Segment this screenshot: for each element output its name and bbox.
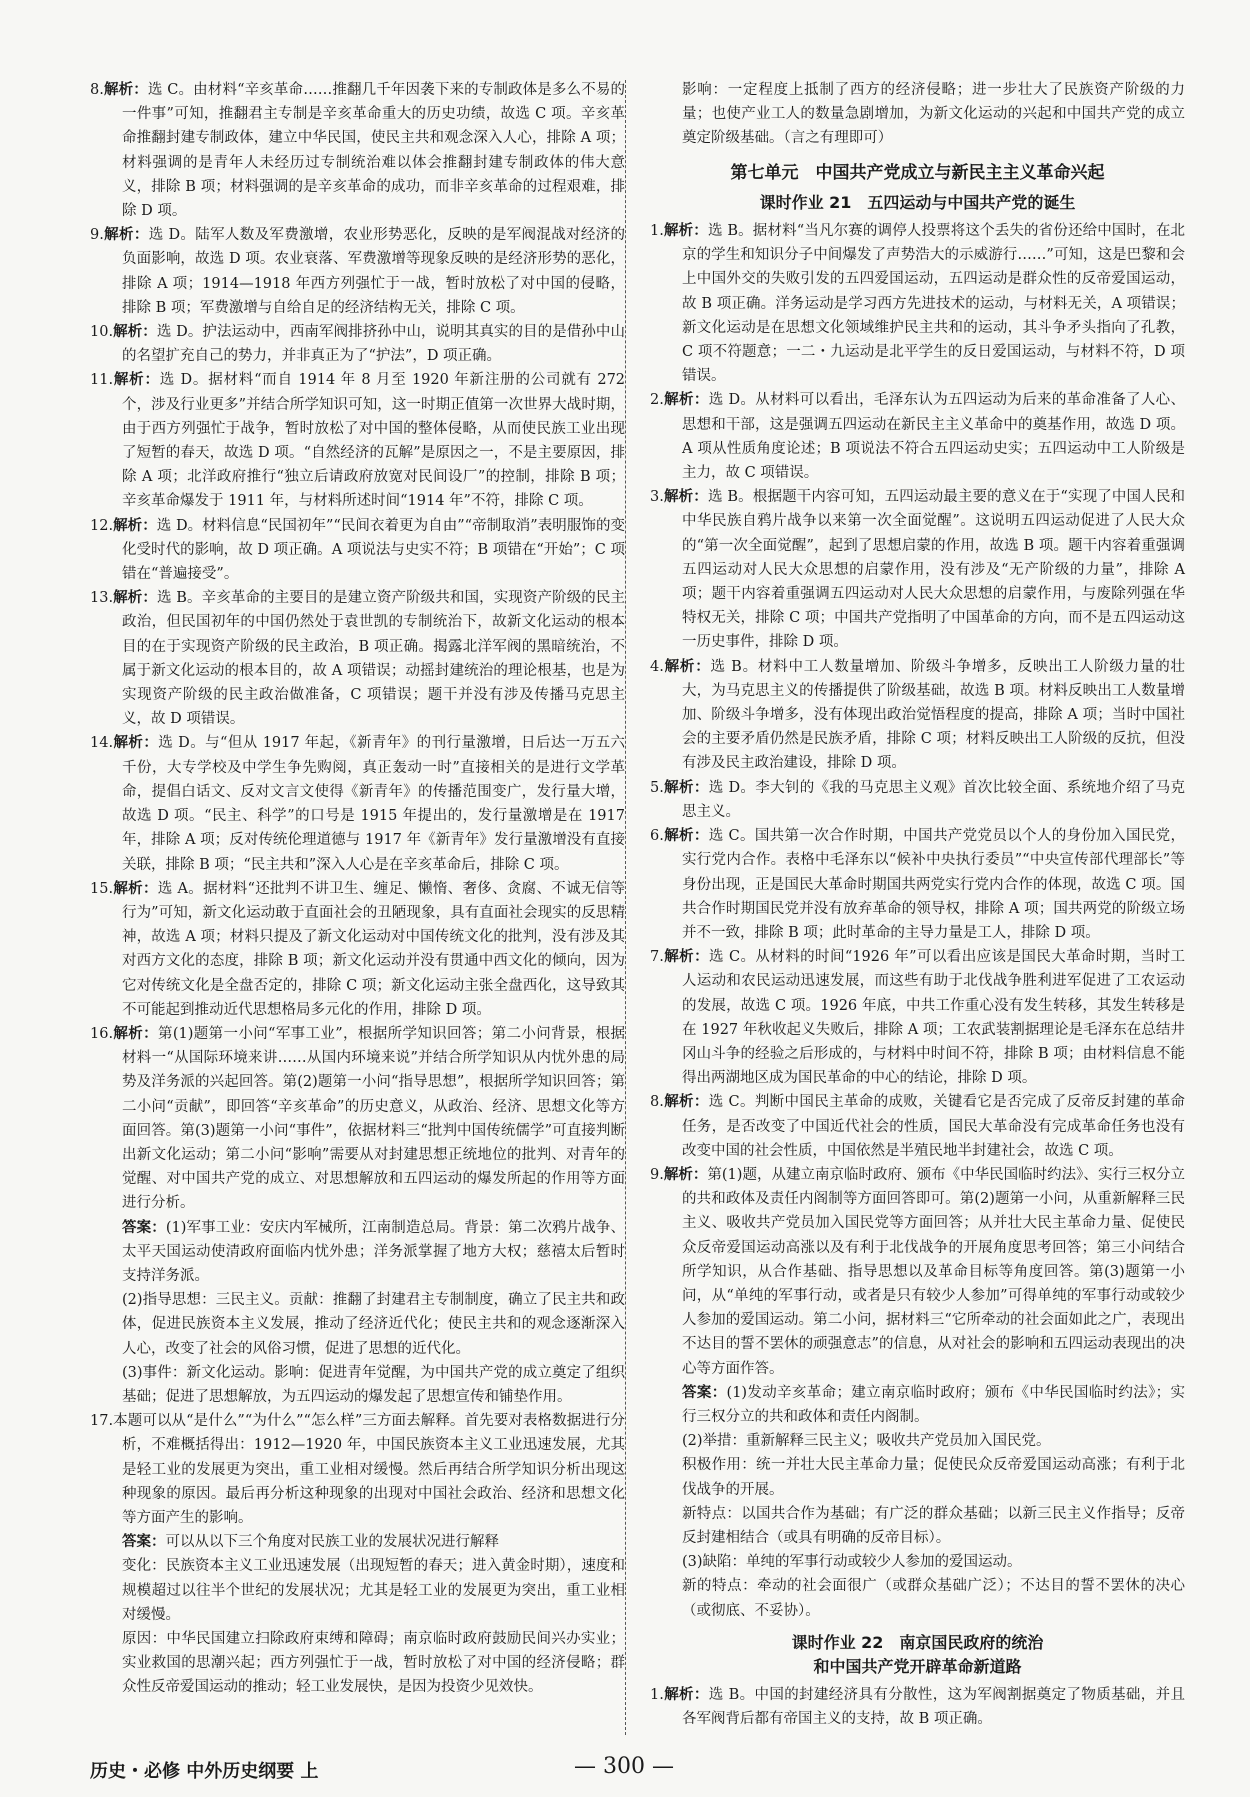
page-number: — 300 — [574,1754,674,1779]
entry-text: 变化：民族资本主义工业迅速发展（出现短暂的春天；进入黄金时期），速度和规模超过以往半个世纪的发展状况；尤其是轻工业的发展更为突出，重工业相对缓慢。 [122,1558,625,1623]
entry-label: 解析 [663,827,694,845]
answer-entry: 15.解析：选 A。据材料“还批判不讲卫生、缠足、懒惰、奢侈、贪腐、不诚无信等行为”可知，新文化运动敢于直面社会的丑陋现象，具有直面社会现实的反思精神，故选 A 项；材料只提及了新文化运动对中国传统文化的批判，没有涉及其对西方文化的态度，排除 B 项；新文化运动并没有贯通中西文化的倾向，因为它对传统文化是全盘否定的，排除 C 项；新文化运动主张全盘西化，这导致其不可能起到推动近代思想格局多元化的作用，排除 D 项。 [90,879,626,1018]
question-number: 8. [650,1094,664,1111]
answer-entry: 1.解析：选 B。据材料“当凡尔赛的调停人投票将这个丢失的省份还给中国时，在北京的学生和知识分子中间爆发了声势浩大的示威游行……”可知，这是巴黎和会上中国外交的失败引发的五四爱国运动，五四运动是群众性的反帝爱国运动，故 B 项正确。洋务运动是学习西方先进技术的运动，与材料无关，A 项错误；新文化运动是在思想文化领域维护民主共和的运动，其斗争矛头指向了孔教，C 项不符题意；一二・九运动是北平学生的反日爱国运动，与材料不符，D 项错误。 [650,222,1186,385]
lesson-22-title-line1: 课时作业 22 南京国民政府的统治 [791,1632,1044,1652]
answer-entry: 答案：可以从以下三个角度对民族工业的发展状况进行解释 [122,1533,499,1551]
question-number: 11. [90,372,114,389]
entry-label: 解析 [663,488,694,506]
answer-entry [650,1550,1185,1574]
answer-entry: 5.解析：选 D。李大钊的《我的马克思主义观》首次比较全面、系统地介绍了马克思主义。 [650,778,1186,820]
question-number: 1. [650,223,664,240]
entry-label: 解析 [113,879,143,897]
entry-text: 选 D。据材料“而自 1914 年 8 月至 1920 年新注册的公司就有 272 个，涉及行业更多”并结合所学知识可知，这一时期正值第一次世界大战时期，由于西方列强忙于战争，暂时放松了对中国的整体侵略，从而使民族工业出现了短暂的春天，故选 D 项。“自然经济的瓦解”是原因之一，不是主要原因，排除 A 项；北洋政府推行“独立后请政府放宽对民间设厂”的控制，排除 B 项；辛亥革命爆发于 1911 年，与材料所述时间“1914 年”不符，排除 C 项。 [122,372,626,510]
question-number: 4. [650,658,664,675]
entry-text: 可以从以下三个角度对民族工业的发展状况进行解释 [165,1534,499,1551]
entry-label: 解析 [663,1686,694,1704]
entry-text: 选 B。根据题干内容可知，五四运动最主要的意义在于“实现了中国人民和中华民族自鸦片战争以来第一次全面觉醒”。这说明五四运动促进了人民大众的“第一次全面觉醒”，起到了思想启蒙的作用，故选 B 项。题干内容着重强调五四运动对人民大众思想的启蒙作用，没有涉及“无产阶级的力量”，排除 A 项；题干内容着重强调五四运动对人民大众思想的启蒙作用，与废除列强在华特权无关，排除 C 项；中国共产党指明了中国革命的方向，而不是五四运动这一历史事件，排除 D 项。 [682,489,1186,651]
entry-label: 解析 [663,778,694,796]
right-column [650,78,1185,1732]
answer-entry: 14.解析：选 D。与“但从 1917 年起，《新青年》的刊行量激增，日后达一万五六千份，大专学校及中学生争先购阅，真正轰动一时”直接相关的是进行文学革命，提倡白话文、反对文言文使得《新青年》的传播范围变广，发行量大增，故选 D 项。“民主、科学”的口号是 1915 年提出的，发行量激增是在 1917 年，排除 A 项；反对传统伦理道德与 1917 年《新青年》发行量激增没有直接关联，排除 B 项；“民主共和”深入人心是在辛亥革命后，排除 C 项。 [90,734,626,873]
answer-entry: 答案：(1)发动辛亥革命；建立南京临时政府；颁布《中华民国临时约法》；实行三权分立的共和政体和责任内阁制。 [682,1383,1186,1425]
answer-entry [650,1502,1185,1550]
entry-text: 选 D。从材料可以看出，毛泽东认为五四运动为后来的革命准备了人心、思想和干部，这是强调五四运动在新民主主义革命中的奠基作用，故选 D 项。A 项从性质角度论述；B 项说法不符合五四运动史实；五四运动中工人阶级是主力，故 C 项错误。 [682,392,1186,482]
entry-text: (2)举措：重新解释三民主义；吸收共产党员加入国民党。 [682,1433,1051,1450]
column-divider [625,80,626,1735]
entry-text: 选 B。材料中工人数量增加、阶级斗争增多，反映出工人阶级力量的壮大，为马克思主义的传播提供了阶级基础，故选 B 项。材料反映出工人数量增加、阶级斗争增多，没有体现出政治觉悟程度的提高，排除 A 项；当时中国社会的主要矛盾仍然是民族矛盾，排除 C 项；材料反映出工人阶级的反抗，但没有涉及民主政治建设，排除 D 项。 [682,658,1186,772]
lesson-22-title [650,1631,1185,1679]
entry-text: 选 B。据材料“当凡尔赛的调停人投票将这个丢失的省份还给中国时，在北京的学生和知识分子中间爆发了声势浩大的示威游行……”可知，这是巴黎和会上中国外交的失败引发的五四爱国运动，五四运动是群众性的反帝爱国运动，故 B 项正确。洋务运动是学习西方先进技术的运动，与材料无关，A 项错误；新文化运动是在思想文化领域维护民主共和的运动，其斗争矛头指向了孔教，C 项不符题意；一二・九运动是北平学生的反日爱国运动，与材料不符，D 项错误。 [682,223,1186,385]
answer-entry [90,1627,625,1700]
question-number: 1. [650,1687,664,1704]
entry-label: 解析 [663,948,695,966]
answer-entry: 9.解析：第(1)题，从建立南京临时政府、颁布《中华民国临时约法》、实行三权分立的共和政体及责任内阁制等方面回答即可。第(2)题第一小问，从重新解释三民主义、吸收共产党员加入国民党等方面回答；从并壮大民主革命力量、促使民众反帝爱国运动高涨以及有利于北伐战争的开展角度思考回答；第三小问结合所学知识，从合作基础、指导思想以及革命目标等角度回答。第(3)题第一小问，从“单纯的军事行动，或者是只有较少人参加”可得单纯的军事行动或较少人参加的爱国运动。第二小问，据材料三“它所牵动的社会面如此之广，表现出不达目的誓不罢休的顽强意志”的信息，从对社会的影响和五四运动表现出的决心等方面作答。 [650,1165,1185,1377]
answer-entry: 11.解析：选 D。据材料“而自 1914 年 8 月至 1920 年新注册的公司就有 272 个，涉及行业更多”并结合所学知识可知，这一时期正值第一次世界大战时期，由于西方列强忙于战争，暂时放松了对中国的整体侵略，从而使民族工业出现了短暂的春天，故选 D 项。“自然经济的瓦解”是原因之一，不是主要原因，排除 A 项；北洋政府推行“独立后请政府放宽对民间设厂”的控制，排除 B 项；辛亥革命爆发于 1911 年，与材料所述时间“1914 年”不符，排除 C 项。 [90,371,626,510]
answer-entry: 1.解析：选 B。中国的封建经济具有分散性，这为军阀割据奠定了物质基础，并且各军阀背后都有帝国主义的支持，故 B 项正确。 [650,1686,1186,1728]
entry-label: 解析 [113,371,145,389]
answer-entry: 16.解析：第(1)题第一小问“军事工业”，根据所学知识回答；第二小问背景，根据材料一“从国际环境来讲……从国内环境来说”并结合所学知识从内忧外患的局势及洋务派的兴起回答。第(2)题第一小问“指导思想”，根据所学知识回答；第二小问“贡献”，即回答“辛亥革命”的历史意义，从政治、经济、思想文化等方面回答。第(3)题第一小问“事件”，依据材料三“批判中国传统儒学”可直接判断出新文化运动；第二小问“影响”需要从对封建思想正统地位的批判、对青年的觉醒、对中国共产党的成立、对思想解放和五四运动的爆发所起的作用等方面进行分析。 [90,1024,625,1212]
question-number: 16. [90,1025,114,1042]
question-number: 9. [650,1166,664,1183]
question-number: 6. [650,828,664,845]
left-column [90,78,625,1700]
answer-entry: 9.解析：选 D。陆军人数及军费激增，农业形势恶化，反映的是军阀混战对经济的负面影响，故选 D 项。农业衰落、军费激增等现象反映的是经济形势的恶化，排除 A 项；1914—1918 年西方列强忙于一战，暂时放松了对中国的侵略，排除 B 项；军费激增与自给自足的经济结构无关，排除 C 项。 [90,226,626,316]
entry-label: 解析 [663,222,694,240]
question-number: 17. [90,1413,114,1430]
entry-text: 原因：中华民国建立扫除政府束缚和障碍；南京临时政府鼓励民间兴办实业；实业救国的思潮兴起；西方列强忙于一战，暂时放松了对中国的经济侵略；群众性反帝爱国运动的推动；轻工业发展快，是因为投资少见效快。 [122,1631,625,1696]
question-number: 12. [90,517,114,534]
entry-text: (1)发动辛亥革命；建立南京临时政府；颁布《中华民国临时约法》；实行三权分立的共和政体和责任内阁制。 [682,1384,1186,1425]
entry-text: 选 D。李大钊的《我的马克思主义观》首次比较全面、系统地介绍了马克思主义。 [682,779,1186,820]
footer-subject: 历史・必修 中外历史纲要 上 [90,1761,319,1782]
entry-text: 新的特点：牵动的社会面很广（或群众基础广泛）；不达目的誓不罢休的决心（或彻底、不妥协）。 [682,1578,1185,1619]
entry-label: 解析 [113,516,143,534]
lesson-21-title: 课时作业 21 五四运动与中国共产党的诞生 [759,192,1076,212]
entry-text: 选 D。与“但从 1917 年起，《新青年》的刊行量激增，日后达一万五六千份，大专学校及中学生争先购阅，真正轰动一时”直接相关的是进行文学革命，提倡白话文、反对文言文使得《新青年》的传播范围变广，发行量大增，故选 D 项。“民主、科学”的口号是 1915 年提出的，发行量激增是在 1917 年，排除 A 项；反对传统伦理道德与 1917 年《新青年》发行量激增没有直接关联，排除 B 项；“民主共和”深入人心是在辛亥革命后，排除 C 项。 [122,735,626,873]
answer-entry: 3.解析：选 B。根据题干内容可知，五四运动最主要的意义在于“实现了中国人民和中华民族自鸦片战争以来第一次全面觉醒”。这说明五四运动促进了人民大众的“第一次全面觉醒”，起到了思想启蒙的作用，故选 B 项。题干内容着重强调五四运动对人民大众思想的启蒙作用，没有涉及“无产阶级的力量”，排除 A 项；题干内容着重强调五四运动对人民大众思想的启蒙作用，与废除列强在华特权无关，排除 C 项；中国共产党指明了中国革命的方向，而不是五四运动这一历史事件，排除 D 项。 [650,488,1186,651]
entry-text: (1)军事工业：安庆内军械所，江南制造总局。背景：第二次鸦片战争、太平天国运动使清政府面临内忧外患；洋务派掌握了地方大权；慈禧太后暂时支持洋务派。 [122,1219,626,1284]
entry-text: 选 D。陆军人数及军费激增，农业形势恶化，反映的是军阀混战对经济的负面影响，故选 D 项。农业衰落、军费激增等现象反映的是经济形势的恶化，排除 A 项；1914—1918 年西方列强忙于一战，暂时放松了对中国的侵略，排除 B 项；军费激增与自给自足的经济结构无关，排除 C 项。 [122,227,626,316]
entry-label: 解析 [113,734,144,752]
answer-entry [650,1574,1185,1622]
entry-label: 答案 [122,1533,151,1551]
answer-entry [90,1361,625,1409]
lesson-22-title-line2: 和中国共产党开辟革命新道路 [813,1657,1022,1676]
answer-entry: 2.解析：选 D。从材料可以看出，毛泽东认为五四运动为后来的革命准备了人心、思想和干部，这是强调五四运动在新民主主义革命中的奠基作用，故选 D 项。A 项从性质角度论述；B 项说法不符合五四运动史实；五四运动中工人阶级是主力，故 C 项错误。 [650,391,1186,482]
answer-entry: 13.解析：选 B。辛亥革命的主要目的是建立资产阶级共和国，实现资产阶级的民主政治，但民国初年的中国仍然处于袁世凯的专制统治下，故新文化运动的根本目的在于实现资产阶级的民主政治，B 项正确。揭露北洋军阀的黑暗统治，不属于新文化运动的根本目的，故 A 项错误；动摇封建统治的理论根基，也是为实现资产阶级的民主政治做准备，C 项错误；题干并没有涉及传播马克思主义，故 D 项错误。 [90,589,626,728]
entry-label: 答案 [122,1218,152,1236]
entry-text: (3)事件：新文化运动。影响：促进青年觉醒，为中国共产党的成立奠定了组织基础；促进了思想解放，为五四运动的爆发起了思想宣传和铺垫作用。 [122,1364,625,1405]
question-number: 13. [90,590,114,607]
answer-entry [90,1554,625,1627]
entry-text: 选 B。中国的封建经济具有分散性，这为军阀割据奠定了物质基础，并且各军阀背后都有帝国主义的支持，故 B 项正确。 [682,1687,1186,1728]
answer-entry [650,78,1185,151]
answer-entry [90,1288,625,1361]
entry-text: 第(1)题，从建立南京临时政府、颁布《中华民国临时约法》、实行三权分立的共和政体及责任内阁制等方面回答即可。第(2)题第一小问，从重新解释三民主义、吸收共产党员加入国民党等方面回答；从并壮大民主革命力量、促使民众反帝爱国运动高涨以及有利于北伐战争的开展角度思考回答；第三小问结合所学知识，从合作基础、指导思想以及革命目标等角度回答。第(3)题第一小问，从“单纯的军事行动，或者是只有较少人参加”可得单纯的军事行动或较少人参加的爱国运动。第二小问，据材料三“它所牵动的社会面如此之广，表现出不达目的誓不罢休的顽强意志”的信息，从对社会的影响和五四运动表现出的决心等方面作答。 [682,1166,1185,1377]
question-number: 15. [90,880,114,897]
entry-label: 解析 [113,589,143,607]
entry-text: 选 C。从材料的时间“1926 年”可以看出应该是国民大革命时期，当时工人运动和农民运动迅速发展，而这些有助于北伐战争胜利进军促进了工农运动的发展，故选 C 项。1926 年底，中共工作重心没有发生转移，其发生转移是在 1927 年秋收起义失败后，排除 A 项；工农武装割据理论是毛泽东在总结井冈山斗争的经验之后形成的，与材料中时间不符，排除 B 项；由材料信息不能得出两湖地区成为国民革命的中心的结论，排除 D 项。 [682,949,1186,1087]
entry-text: 选 C。由材料“辛亥革命……推翻几千年因袭下来的专制政体是多么不易的一件事”可知，推翻君主专制是辛亥革命重大的历史功绩，故选 C 项。辛亥革命推翻封建专制政体，建立中华民国，使民主共和观念深入人心，排除 A 项；材料强调的是青年人未经历过专制统治难以体会推翻封建专制政体的伟大意义，排除 B 项；材料强调的是辛亥革命的成功，而非辛亥革命的过程艰难，排除 D 项。 [122,82,625,220]
question-number: 10. [90,324,114,341]
answer-entry: 10.解析：选 D。护法运动中，西南军阀排挤孙中山，说明其真实的目的是借孙中山的名望扩充自己的势力，并非真正为了“护法”，D 项正确。 [90,323,626,365]
entry-label: 答案 [682,1383,712,1401]
answer-entry [650,1453,1185,1501]
entry-label: 解析 [663,391,694,409]
entry-text: 选 D。护法运动中，西南军阀排挤孙中山，说明其真实的目的是借孙中山的名望扩充自己的势力，并非真正为了“护法”，D 项正确。 [122,324,626,365]
answer-entry: 7.解析：选 C。从材料的时间“1926 年”可以看出应该是国民大革命时期，当时工人运动和农民运动迅速发展，而这些有助于北伐战争胜利进军促进了工农运动的发展，故选 C 项。1926 年底，中共工作重心没有发生转移，其发生转移是在 1927 年秋收起义失败后，排除 A 项；工农武装割据理论是毛泽东在总结井冈山斗争的经验之后形成的，与材料中时间不符，排除 B 项；由材料信息不能得出两湖地区成为国民革命的中心的结论，排除 D 项。 [650,948,1186,1087]
answer-entry: 8.解析：选 C。判断中国民主革命的成败，关键看它是否完成了反帝反封建的革命任务，是否改变了中国近代社会的性质，国民大革命没有完成革命任务也没有改变中国的社会性质，中国依然是半殖民地半封建社会，故选 C 项。 [650,1093,1186,1159]
answer-entry: 8.解析：选 C。由材料“辛亥革命……推翻几千年因袭下来的专制政体是多么不易的一件事”可知，推翻君主专制是辛亥革命重大的历史功绩，故选 C 项。辛亥革命推翻封建专制政体，建立中华民国，使民主共和观念深入人心，排除 A 项；材料强调的是青年人未经历过专制统治难以体会推翻封建专制政体的伟大意义，排除 B 项；材料强调的是辛亥革命的成功，而非辛亥革命的过程艰难，排除 D 项。 [90,81,625,220]
unit-title: 第七单元 中国共产党成立与新民主主义革命兴起 [730,162,1105,183]
question-number: 2. [650,392,664,409]
answer-entry: 12.解析：选 D。材料信息“民国初年”“民间衣着更为自由”“帝制取消”表明服饰的变化受时代的影响，故 D 项正确。A 项说法与史实不符；B 项错在“开始”；C 项错在“普遍接受”。 [90,516,625,583]
entry-text: 选 B。辛亥革命的主要目的是建立资产阶级共和国，实现资产阶级的民主政治，但民国初年的中国仍然处于袁世凯的专制统治下，故新文化运动的根本目的在于实现资产阶级的民主政治，B 项正确。揭露北洋军阀的黑暗统治，不属于新文化运动的根本目的，故 A 项错误；动摇封建统治的理论根基，也是为实现资产阶级的民主政治做准备，C 项错误；题干并没有涉及传播马克思主义，故 D 项错误。 [122,590,626,728]
entry-text: 本题可以从“是什么”“为什么”“怎么样”三方面去解释。首先要对表格数据进行分析，不难概括得出：1912—1920 年，中国民族资本主义工业迅速发展，尤其是轻工业的发展更为突出，重工业相对缓慢。然后再结合所学知识分析出现这种现象的原因。最后再分析这种现象的出现对中国社会政治、经济和思想文化等方面产生的影响。 [113,1413,625,1526]
question-number: 5. [650,779,664,796]
question-number: 3. [650,489,664,506]
question-number: 8. [90,82,104,98]
entry-text: 第(1)题第一小问“军事工业”，根据所学知识回答；第二小问背景，根据材料一“从国际环境来讲……从国内环境来说”并结合所学知识从内忧外患的局势及洋务派的兴起回答。第(2)题第一小问“指导思想”，根据所学知识回答；第二小问“贡献”，即回答“辛亥革命”的历史意义，从政治、经济、思想文化等方面回答。第(3)题第一小问“事件”，依据材料三“批判中国传统儒学”可直接判断出新文化运动；第二小问“影响”需要从对封建思想正统地位的批判、对青年的觉醒、对中国共产党的成立、对思想解放和五四运动的爆发所起的作用等方面进行分析。 [122,1025,625,1212]
entry-label: 解析 [113,1024,144,1042]
entry-label: 解析 [663,1165,693,1183]
entry-text: 影响：一定程度上抵制了西方的经济侵略；进一步壮大了民族资产阶级的力量；也使产业工人的数量急剧增加，为新文化运动的兴起和中国共产党的成立奠定阶级基础。（言之有理即可） [682,82,1185,147]
entry-text: 新特点：以国共合作为基础；有广泛的群众基础；以新三民主义作指导；反帝反封建相结合（或具有明确的反帝目标）。 [682,1505,1185,1546]
entry-text: 选 A。据材料“还批判不讲卫生、缠足、懒惰、奢侈、贪腐、不诚无信等行为”可知，新文化运动敢于直面社会的丑陋现象，具有直面社会现实的反思精神，故选 A 项；材料只提及了新文化运动对中国传统文化的批判，没有涉及其对西方文化的态度，排除 B 项；新文化运动并没有贯通中西文化的倾向，因为它对传统文化是全盘否定的，排除 C 项；新文化运动主张全盘西化，这导致其不可能起到推动近代思想格局多元化的作用，排除 D 项。 [122,880,626,1018]
entry-text: (3)缺陷：单纯的军事行动或较少人参加的爱国运动。 [682,1554,1022,1571]
answer-entry [650,1429,1185,1453]
answer-entry: 答案：(1)军事工业：安庆内军械所，江南制造总局。背景：第二次鸦片战争、太平天国运动使清政府面临内忧外患；洋务派掌握了地方大权；慈禧太后暂时支持洋务派。 [122,1218,626,1284]
answer-entry: 4.解析：选 B。材料中工人数量增加、阶级斗争增多，反映出工人阶级力量的壮大，为马克思主义的传播提供了阶级基础，故选 B 项。材料反映出工人数量增加、阶级斗争增多，没有体现出政治觉悟程度的提高，排除 A 项；当时中国社会的主要矛盾仍然是民族矛盾，排除 C 项；材料反映出工人阶级的反抗，但没有涉及民主政治建设，排除 D 项。 [650,657,1186,772]
entry-text: 选 C。国共第一次合作时期，中国共产党党员以个人的身份加入国民党，实行党内合作。表格中毛泽东以“候补中央执行委员”“中央宣传部代理部长”等身份出现，正是国民大革命时期国共两党实行党内合作的体现，故选 C 项。国共合作时期国民党并没有放弃革命的领导权，排除 A 项；国共两党的阶级立场并不一致，排除 B 项；此时革命的主导力量是工人，排除 D 项。 [682,828,1186,941]
entry-label: 解析 [663,1093,694,1111]
answer-entry: 6.解析：选 C。国共第一次合作时期，中国共产党党员以个人的身份加入国民党，实行党内合作。表格中毛泽东以“候补中央执行委员”“中央宣传部代理部长”等身份出现，正是国民大革命时期国共两党实行党内合作的体现，故选 C 项。国共合作时期国民党并没有放弃革命的领导权，排除 A 项；国共两党的阶级立场并不一致，排除 B 项；此时革命的主导力量是工人，排除 D 项。 [650,827,1186,941]
entry-text: 选 D。材料信息“民国初年”“民间衣着更为自由”“帝制取消”表明服饰的变化受时代的影响，故 D 项正确。A 项说法与史实不符；B 项错在“开始”；C 项错在“普遍接受”。 [122,517,625,583]
question-number: 14. [90,735,114,752]
question-number: 9. [90,227,104,244]
entry-label: 解析 [103,81,134,98]
entry-text: 选 C。判断中国民主革命的成败，关键看它是否完成了反帝反封建的革命任务，是否改变了中国近代社会的性质，国民大革命没有完成革命任务也没有改变中国的社会性质，中国依然是半殖民地半封建社会，故选 C 项。 [682,1094,1186,1159]
entry-text: 积极作用：统一并壮大民主革命力量；促使民众反帝爱国运动高涨；有利于北伐战争的开展。 [682,1457,1185,1498]
entry-label: 解析 [103,226,134,244]
entry-label: 解析 [663,657,696,675]
entry-text: (2)指导思想：三民主义。贡献：推翻了封建君主专制制度，确立了民主共和政体，促进民族资本主义发展，推动了经济近代化；使民主共和的观念逐渐深入人心，改变了社会的风俗习惯，促进了思想的近代化。 [122,1292,625,1357]
question-number: 7. [650,949,664,966]
answer-entry [90,1409,625,1530]
entry-label: 解析 [113,323,143,341]
